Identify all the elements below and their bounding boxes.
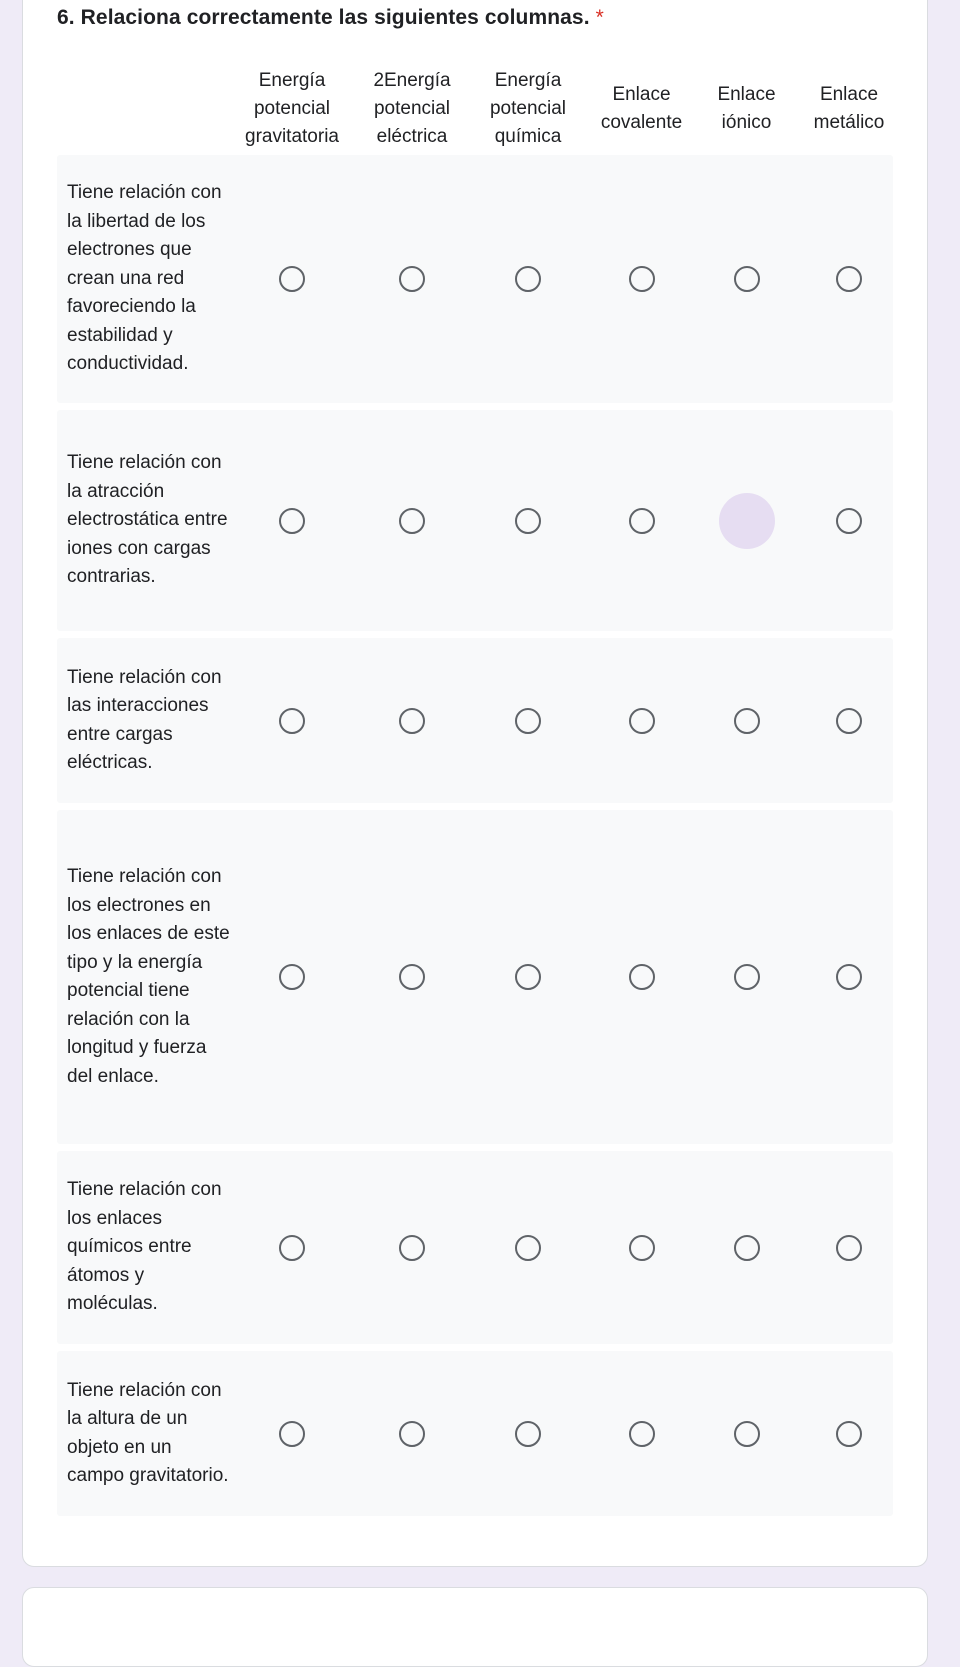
radio-button[interactable] — [836, 266, 862, 292]
radio-cell — [584, 638, 699, 803]
column-header-line: Energía — [494, 69, 562, 91]
radio-button[interactable] — [279, 508, 305, 534]
radio-button[interactable] — [399, 964, 425, 990]
radio-button[interactable] — [836, 1235, 862, 1261]
radio-button[interactable] — [836, 708, 862, 734]
grid-row — [57, 638, 893, 803]
radio-button[interactable] — [515, 1235, 541, 1261]
choice-grid — [57, 62, 893, 1523]
row-label: Tiene relación con la altura de un objeto en un campo gravitatorio. — [67, 1379, 229, 1486]
column-header-line: metálico — [813, 111, 885, 133]
radio-button[interactable] — [279, 1421, 305, 1447]
radio-button[interactable] — [399, 708, 425, 734]
radio-cell — [472, 155, 584, 403]
next-question-card — [22, 1587, 928, 1667]
column-header-line: química — [494, 125, 562, 147]
radio-cell — [584, 1151, 699, 1344]
radio-cell — [584, 410, 699, 631]
radio-button[interactable] — [836, 1421, 862, 1447]
radio-cell — [232, 410, 352, 631]
radio-cell — [584, 1351, 699, 1516]
radio-button[interactable] — [399, 266, 425, 292]
radio-cell — [472, 1151, 584, 1344]
radio-cell — [472, 1351, 584, 1516]
radio-cell — [352, 1151, 472, 1344]
radio-button[interactable] — [399, 1421, 425, 1447]
column-header-electric — [352, 67, 472, 151]
column-header-ionic — [699, 81, 794, 137]
radio-cell — [232, 1151, 352, 1344]
column-header-metallic — [794, 81, 904, 137]
row-label: Tiene relación con la atracción electrostática entre iones con cargas contrarias. — [67, 452, 228, 588]
column-header-line: potencial — [489, 97, 567, 119]
radio-button[interactable] — [515, 708, 541, 734]
radio-cell — [794, 638, 904, 803]
grid-row — [57, 410, 893, 631]
radio-cell — [232, 810, 352, 1144]
radio-button[interactable] — [279, 1235, 305, 1261]
radio-cell — [352, 638, 472, 803]
radio-cell — [794, 410, 904, 631]
column-header-line: potencial — [253, 97, 331, 119]
radio-button[interactable] — [629, 1235, 655, 1261]
column-header-line: iónico — [721, 111, 772, 133]
radio-cell — [794, 810, 904, 1144]
radio-button[interactable] — [836, 508, 862, 534]
column-header-line: Enlace — [717, 83, 776, 105]
radio-cell — [232, 1351, 352, 1516]
grid-row — [57, 155, 893, 403]
radio-cell — [794, 1351, 904, 1516]
radio-button[interactable] — [836, 964, 862, 990]
column-header-line: Energía — [258, 69, 326, 91]
column-header-line: Enlace — [819, 83, 879, 105]
row-label: Tiene relación con los electrones en los enlaces de este tipo y la energía potencial tiene relación con la longitud y fuerza del enlace. — [67, 866, 230, 1087]
radio-button[interactable] — [734, 1235, 760, 1261]
column-header-line: eléctrica — [376, 125, 448, 147]
radio-button[interactable] — [629, 1421, 655, 1447]
radio-cell — [699, 410, 794, 631]
radio-cell — [472, 410, 584, 631]
radio-cell — [472, 638, 584, 803]
row-label: Tiene relación con los enlaces químicos entre átomos y moléculas. — [67, 1179, 222, 1315]
radio-cell — [794, 155, 904, 403]
radio-cell — [699, 1351, 794, 1516]
radio-button[interactable] — [279, 708, 305, 734]
column-header-line: Enlace — [612, 83, 671, 105]
radio-cell — [232, 638, 352, 803]
column-header-gravitational — [232, 67, 352, 151]
row-label: Tiene relación con la libertad de los electrones que crean una red favoreciendo la estabilidad y conductividad. — [67, 182, 222, 375]
radio-button[interactable] — [629, 266, 655, 292]
radio-button[interactable] — [734, 1421, 760, 1447]
radio-button[interactable] — [515, 266, 541, 292]
radio-cell — [584, 155, 699, 403]
radio-button[interactable] — [515, 964, 541, 990]
radio-button[interactable] — [515, 508, 541, 534]
radio-button[interactable] — [279, 964, 305, 990]
radio-button[interactable] — [515, 1421, 541, 1447]
radio-button[interactable] — [399, 508, 425, 534]
column-header-line: covalente — [600, 111, 683, 133]
column-header-line: 2Energía — [373, 69, 451, 91]
radio-cell — [472, 810, 584, 1144]
radio-cell — [699, 810, 794, 1144]
column-header-covalent — [584, 81, 699, 137]
question-title-text: 6. Relaciona correctamente las siguientes columnas. — [57, 6, 590, 29]
radio-cell — [699, 155, 794, 403]
question-title — [57, 6, 604, 30]
radio-button[interactable] — [279, 266, 305, 292]
radio-button[interactable] — [734, 964, 760, 990]
radio-button[interactable] — [629, 508, 655, 534]
column-header-chemical — [472, 67, 584, 151]
radio-cell — [352, 155, 472, 403]
grid-header-row — [57, 62, 893, 155]
grid-row — [57, 1151, 893, 1344]
radio-button[interactable] — [629, 708, 655, 734]
radio-cell — [352, 410, 472, 631]
radio-cell — [584, 810, 699, 1144]
grid-row — [57, 810, 893, 1144]
radio-button[interactable] — [629, 964, 655, 990]
radio-button[interactable] — [399, 1235, 425, 1261]
radio-button[interactable] — [734, 708, 760, 734]
column-header-line: gravitatoria — [245, 125, 339, 147]
radio-cell — [699, 1151, 794, 1344]
required-indicator: * — [595, 6, 604, 29]
radio-button-hovered[interactable] — [734, 508, 760, 534]
radio-cell — [232, 155, 352, 403]
row-label: Tiene relación con las interacciones entre cargas eléctricas. — [67, 666, 222, 773]
radio-cell — [699, 638, 794, 803]
radio-cell — [352, 810, 472, 1144]
radio-cell — [794, 1151, 904, 1344]
radio-button[interactable] — [734, 266, 760, 292]
radio-cell — [352, 1351, 472, 1516]
column-header-line: potencial — [373, 97, 451, 119]
grid-row — [57, 1351, 893, 1516]
